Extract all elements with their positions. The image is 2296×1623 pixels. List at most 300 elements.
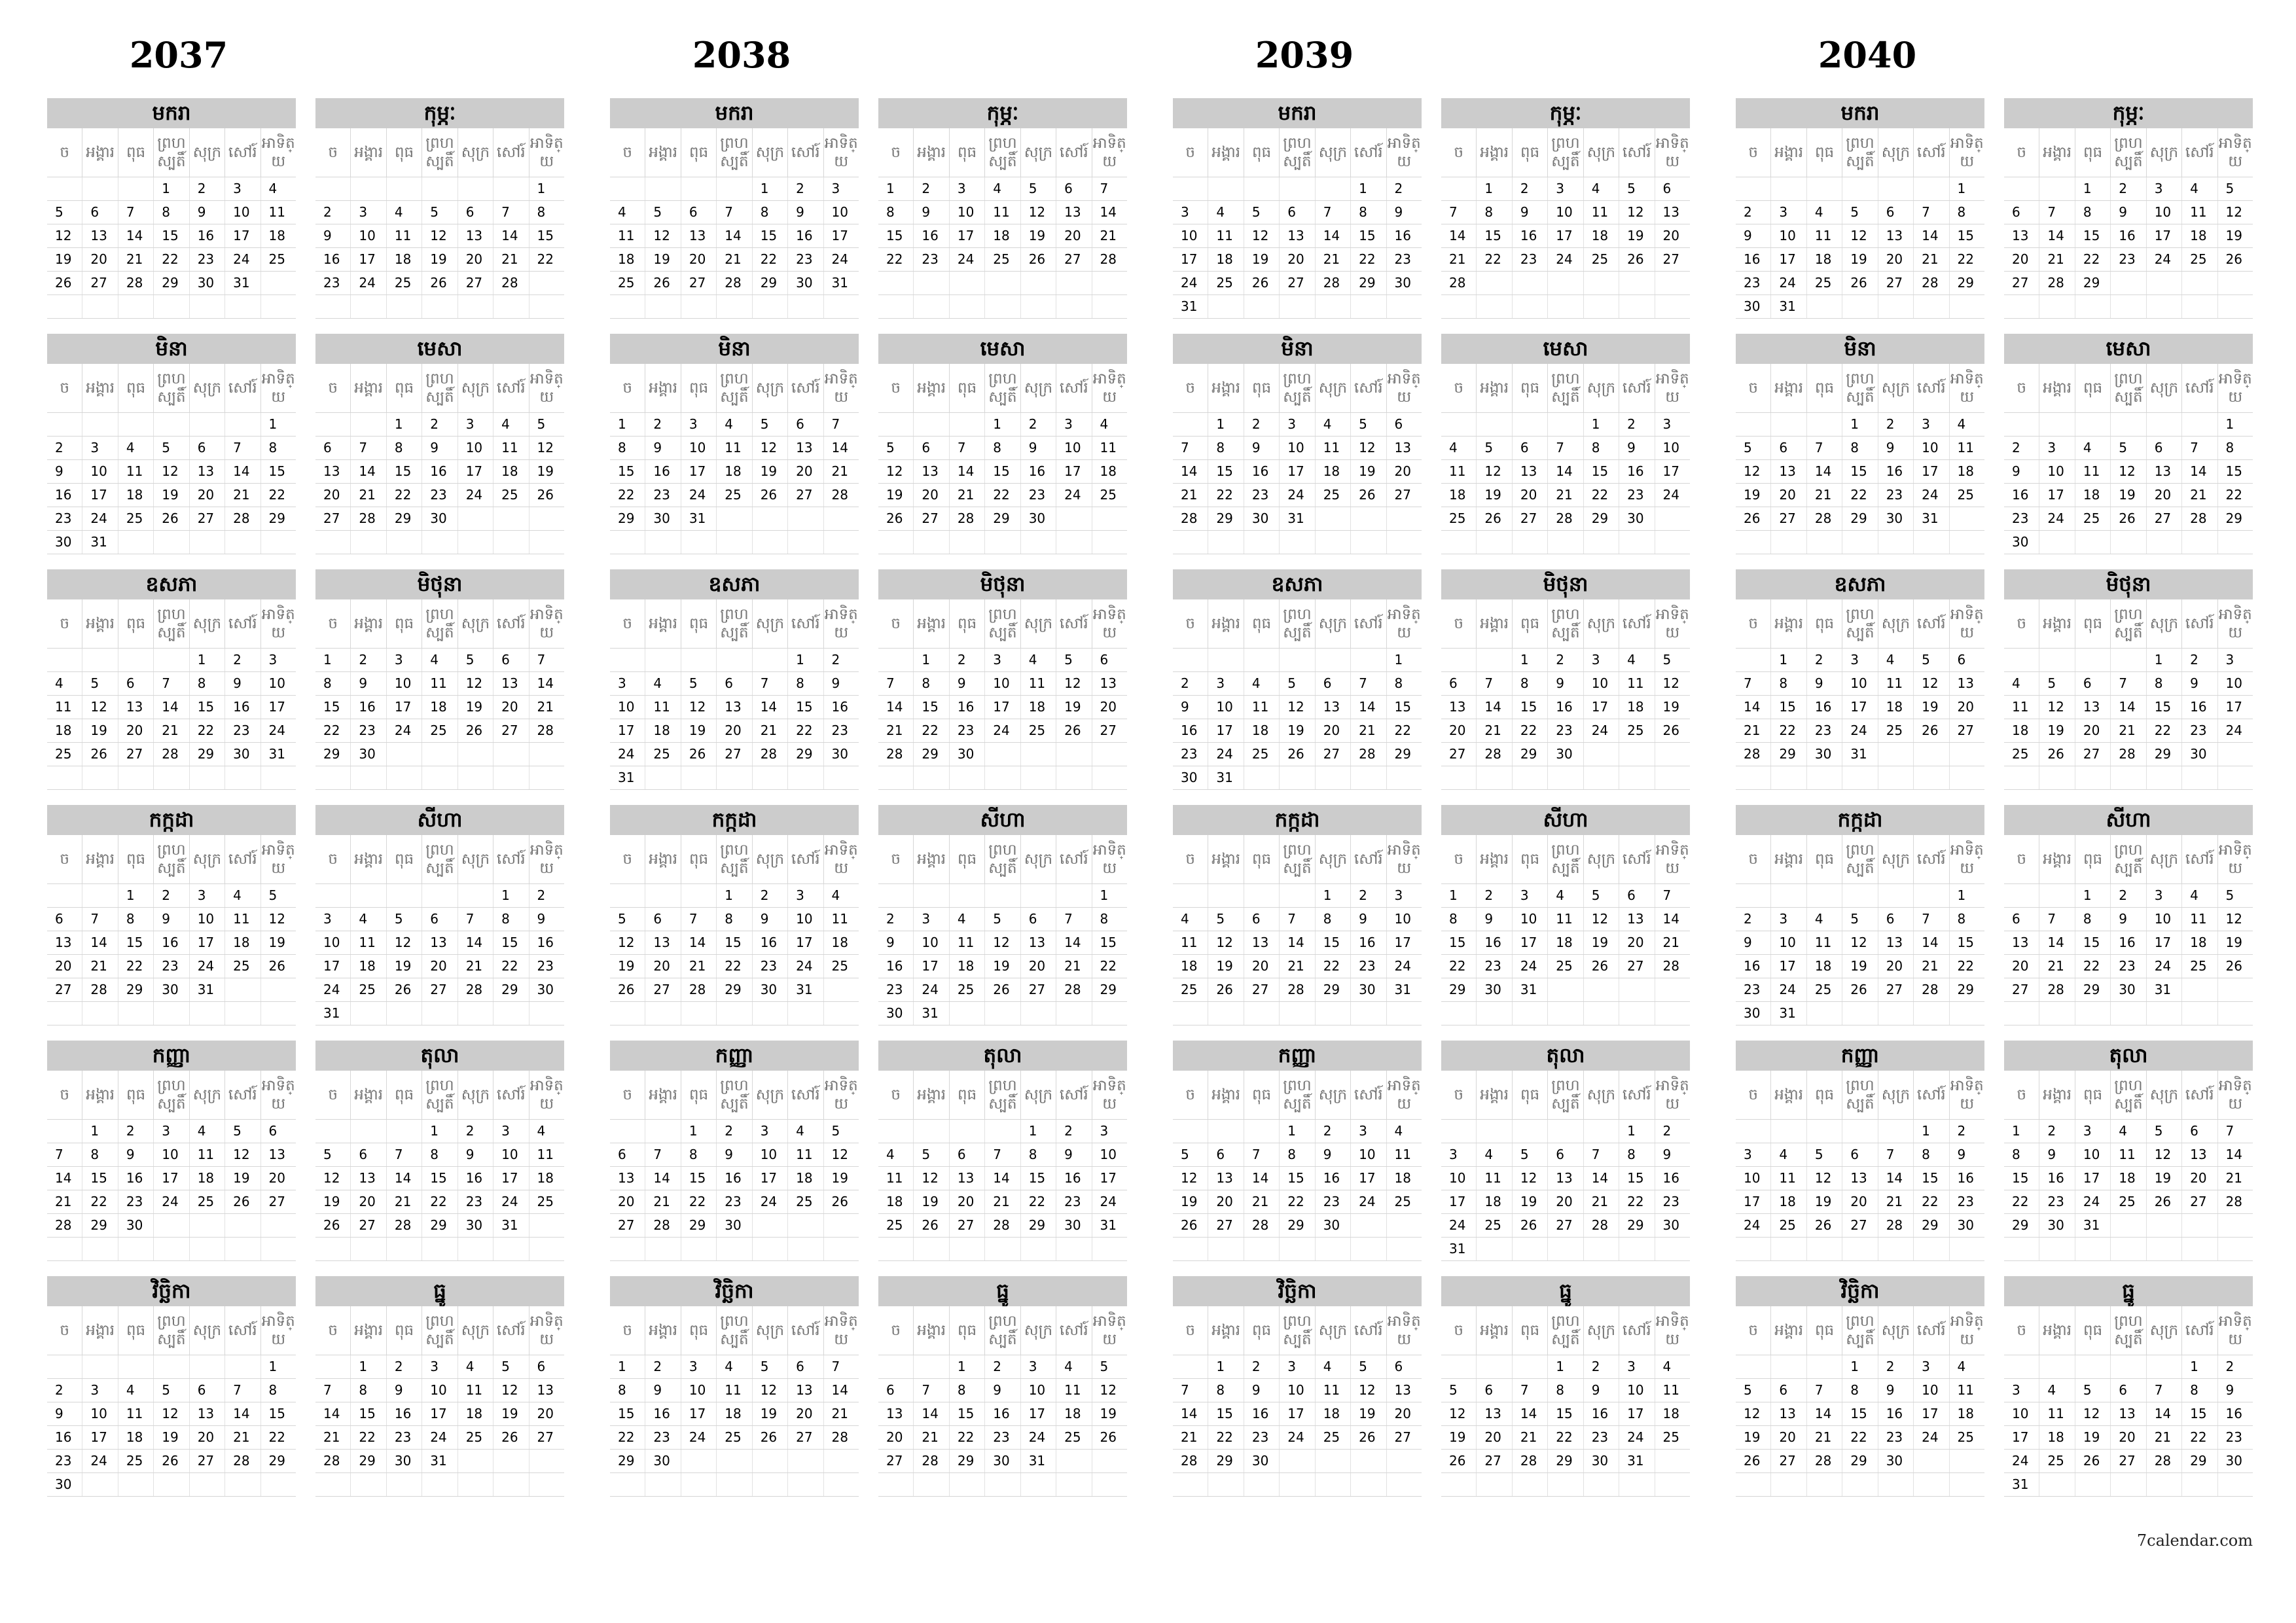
day-cell: 19	[2217, 931, 2253, 954]
day-cell: 19	[1476, 484, 1511, 507]
day-cell: 3	[1208, 672, 1243, 695]
day-cell: 19	[323, 1194, 340, 1209]
day-cell: 2	[55, 1382, 63, 1398]
day-cell: 15	[153, 224, 188, 247]
day-cell: 29	[618, 1453, 635, 1469]
day-cell: 4	[1208, 201, 1243, 224]
week-row	[47, 908, 296, 931]
day-cell: 7	[2110, 672, 2145, 695]
day-cell: 21	[1092, 224, 1127, 247]
day-cell	[1583, 766, 1619, 789]
week-row	[878, 224, 1127, 248]
day-cell	[1913, 531, 1948, 554]
day-cell: 2	[1056, 1120, 1091, 1143]
day-cell	[984, 531, 1020, 554]
day-cell	[189, 413, 224, 436]
day-cell: 15	[886, 228, 903, 243]
day-cell: 8	[1842, 437, 1877, 459]
weekday-label: អង្គារ	[1476, 1071, 1511, 1119]
day-cell: 13	[1878, 931, 1913, 954]
day-cell	[1279, 1473, 1314, 1496]
weekday-label: អាទិត្យ	[2217, 835, 2253, 883]
day-cell: 24	[681, 1426, 716, 1449]
day-cell	[315, 1473, 350, 1496]
day-cell: 19	[681, 719, 716, 742]
day-cell: 22	[716, 955, 751, 978]
day-cell: 29	[1208, 507, 1243, 530]
month-calendar	[2004, 569, 2253, 787]
month-name: កក្កដា	[47, 805, 296, 835]
day-cell: 15	[422, 1167, 457, 1190]
day-cell: 1	[1449, 887, 1458, 903]
weekday-label: សៅរ៍	[224, 835, 260, 883]
day-cell: 22	[1208, 1426, 1243, 1449]
weekday-label: សៅរ៍	[1350, 599, 1386, 648]
weekday-header-row	[1173, 1071, 1422, 1120]
week-row	[47, 719, 296, 743]
day-cell: 10	[153, 1143, 188, 1166]
day-cell: 17	[1512, 931, 1547, 954]
day-cell: 7	[153, 672, 188, 695]
day-cell: 27	[1386, 1426, 1422, 1449]
weekday-label: សៅរ៍	[787, 1306, 823, 1355]
weekday-label: ច	[1185, 1086, 1196, 1103]
week-row	[1441, 766, 1690, 790]
day-cell: 7	[1476, 672, 1511, 695]
day-cell	[823, 1214, 859, 1237]
day-cell: 8	[1208, 1379, 1243, 1402]
weekday-label: ព្រហស្បតិ៍	[1842, 1071, 1877, 1119]
day-cell	[457, 884, 493, 907]
day-cell: 11	[716, 1379, 751, 1402]
day-cell: 25	[1449, 510, 1466, 526]
day-cell	[1386, 531, 1422, 554]
day-cell: 28	[2039, 272, 2074, 294]
weekday-label: ពុធ	[1806, 1071, 1842, 1119]
day-cell: 25	[55, 746, 72, 762]
day-cell: 21	[1512, 1426, 1547, 1449]
day-cell: 3	[153, 1120, 188, 1143]
day-cell: 1	[2146, 649, 2181, 671]
day-cell	[224, 413, 260, 436]
weekday-label: ព្រហស្បតិ៍	[1547, 364, 1583, 412]
day-cell: 18	[949, 955, 984, 978]
day-cell: 20	[1386, 460, 1422, 483]
day-cell	[1655, 507, 1690, 530]
day-cell: 12	[2217, 201, 2253, 224]
day-cell: 7	[1547, 437, 1583, 459]
day-cell	[2146, 413, 2181, 436]
day-cell: 1	[1842, 1355, 1877, 1378]
day-cell: 31	[681, 507, 716, 530]
day-cell: 28	[984, 1214, 1020, 1237]
weekday-label: សៅរ៍	[2181, 835, 2217, 883]
day-cell: 30	[1619, 507, 1654, 530]
day-cell: 28	[1913, 978, 1948, 1001]
day-cell	[1842, 531, 1877, 554]
day-cell: 14	[457, 931, 493, 954]
weekday-label: ពុធ	[949, 599, 984, 648]
day-cell	[1949, 1450, 1984, 1472]
day-cell: 29	[118, 978, 153, 1001]
day-cell	[350, 884, 386, 907]
weekday-label: អង្គារ	[2039, 128, 2074, 177]
day-cell: 24	[1913, 484, 1948, 507]
day-cell: 27	[1512, 507, 1547, 530]
weekday-label: ពុធ	[118, 128, 153, 177]
day-cell: 10	[1386, 908, 1422, 931]
day-cell	[1173, 177, 1208, 200]
day-cell: 14	[681, 931, 716, 954]
day-cell: 8	[82, 1143, 117, 1166]
day-cell	[1547, 766, 1583, 789]
month-name: វិច្ឆិកា	[1173, 1276, 1422, 1306]
day-cell: 6	[681, 201, 716, 224]
day-cell: 1	[1770, 649, 1806, 671]
day-cell: 23	[1512, 248, 1547, 271]
weekday-label: ច	[1454, 1086, 1464, 1103]
day-cell: 21	[681, 955, 716, 978]
day-cell: 17	[2146, 931, 2181, 954]
day-cell: 4	[618, 204, 626, 220]
day-cell: 3	[1449, 1147, 1458, 1162]
day-cell: 1	[1512, 649, 1547, 671]
week-row	[2004, 1214, 2253, 1238]
day-cell: 12	[1655, 672, 1690, 695]
day-cell: 21	[2146, 1426, 2181, 1449]
day-cell: 14	[224, 1402, 260, 1425]
day-cell: 6	[2181, 1120, 2217, 1143]
day-cell	[1619, 531, 1654, 554]
day-cell	[422, 743, 457, 766]
day-cell	[2181, 413, 2217, 436]
day-cell	[1736, 531, 1770, 554]
weekday-label: អាទិត្យ	[1092, 835, 1127, 883]
day-cell: 8	[529, 201, 564, 224]
day-cell: 24	[2146, 955, 2181, 978]
week-row	[1173, 1355, 1422, 1379]
day-cell: 28	[1350, 743, 1386, 766]
day-cell: 21	[752, 719, 787, 742]
month-name: មេសា	[315, 334, 564, 364]
day-cell: 22	[984, 484, 1020, 507]
week-row	[47, 413, 296, 437]
day-cell: 29	[2181, 1450, 2217, 1472]
week-row	[2004, 295, 2253, 319]
day-cell: 14	[1583, 1167, 1619, 1190]
day-cell: 7	[886, 675, 895, 691]
day-cell	[1173, 649, 1208, 671]
month-name: តុលា	[1441, 1041, 1690, 1071]
day-cell: 4	[2075, 437, 2110, 459]
day-cell: 16	[787, 224, 823, 247]
day-cell: 7	[823, 1355, 859, 1378]
week-row	[1441, 1238, 1690, 1261]
day-cell: 28	[1056, 978, 1091, 1001]
day-cell: 12	[529, 437, 564, 459]
day-cell	[1173, 1238, 1208, 1260]
day-cell: 2	[350, 649, 386, 671]
day-cell: 25	[1244, 743, 1279, 766]
day-cell	[1806, 1238, 1842, 1260]
day-cell: 7	[2217, 1120, 2253, 1143]
day-cell	[260, 978, 296, 1001]
day-cell: 17	[82, 484, 117, 507]
week-row	[1736, 460, 1984, 484]
weekday-label: ច	[60, 1086, 70, 1103]
day-cell	[118, 413, 153, 436]
day-cell	[1092, 507, 1127, 530]
day-cell	[2004, 1355, 2039, 1378]
day-cell: 22	[1842, 1426, 1877, 1449]
day-cell: 9	[1547, 672, 1583, 695]
day-cell: 24	[949, 248, 984, 271]
day-cell: 18	[1547, 931, 1583, 954]
day-cell: 12	[153, 460, 188, 483]
day-cell: 29	[260, 1450, 296, 1472]
day-cell	[118, 649, 153, 671]
day-cell: 7	[1315, 201, 1350, 224]
day-cell: 26	[1208, 978, 1243, 1001]
week-row	[1173, 1402, 1422, 1426]
weekday-label: ព្រហស្បតិ៍	[153, 364, 188, 412]
day-cell: 19	[1350, 460, 1386, 483]
day-cell: 30	[189, 272, 224, 294]
week-row	[1441, 484, 1690, 507]
day-cell: 25	[350, 978, 386, 1001]
day-cell	[118, 1355, 153, 1378]
day-cell: 15	[386, 460, 422, 483]
day-cell	[82, 177, 117, 200]
day-cell: 25	[2181, 248, 2217, 271]
day-cell: 13	[82, 224, 117, 247]
weekday-label: ច	[1185, 615, 1196, 632]
day-cell	[752, 649, 787, 671]
week-row	[1441, 201, 1690, 224]
day-cell	[386, 1238, 422, 1260]
day-cell: 24	[618, 746, 635, 762]
weekday-label: អាទិត្យ	[1092, 128, 1127, 177]
day-cell: 31	[2012, 1476, 2029, 1492]
weekday-label: អង្គារ	[645, 1071, 680, 1119]
week-row	[2004, 743, 2253, 766]
day-cell: 17	[1744, 1194, 1761, 1209]
day-cell	[153, 649, 188, 671]
month-name: ធ្នូ	[2004, 1276, 2253, 1306]
day-cell: 2	[1583, 1355, 1619, 1378]
weekday-label: ព្រហស្បតិ៍	[984, 599, 1020, 648]
day-cell	[529, 743, 564, 766]
month-name: មិថុនា	[2004, 569, 2253, 599]
day-cell: 14	[2039, 224, 2074, 247]
day-cell	[1512, 295, 1547, 318]
day-cell: 24	[1770, 272, 1806, 294]
weekday-label: ព្រហស្បតិ៍	[1842, 1306, 1877, 1355]
day-cell	[2181, 1214, 2217, 1237]
day-cell: 27	[323, 510, 340, 526]
day-cell: 14	[1913, 224, 1948, 247]
month-calendar	[878, 805, 1127, 1022]
day-cell	[1619, 295, 1654, 318]
day-cell: 25	[618, 275, 635, 291]
weekday-label: ព្រហស្បតិ៍	[984, 1071, 1020, 1119]
week-row	[315, 224, 564, 248]
day-cell: 30	[1056, 1214, 1091, 1237]
day-cell: 22	[886, 251, 903, 267]
day-cell	[1173, 531, 1208, 554]
week-row	[2004, 672, 2253, 696]
day-cell	[787, 507, 823, 530]
day-cell	[1806, 1355, 1842, 1378]
day-cell: 25	[823, 955, 859, 978]
week-row	[47, 1402, 296, 1426]
day-cell	[1441, 1473, 1476, 1496]
day-cell: 27	[1244, 978, 1279, 1001]
day-cell: 25	[787, 1190, 823, 1213]
weekday-header-row	[610, 599, 859, 649]
day-cell	[1655, 1002, 1690, 1025]
day-cell: 25	[949, 978, 984, 1001]
day-cell: 15	[323, 699, 340, 715]
day-cell	[1244, 1473, 1279, 1496]
week-row	[2004, 696, 2253, 719]
day-cell: 3	[1913, 413, 1948, 436]
weekday-label: សុក្រ	[1878, 364, 1913, 412]
day-cell: 25	[716, 484, 751, 507]
day-cell: 1	[1583, 413, 1619, 436]
day-cell: 8	[949, 1379, 984, 1402]
week-row	[315, 413, 564, 437]
day-cell	[2039, 177, 2074, 200]
week-row	[315, 1473, 564, 1497]
day-cell	[878, 272, 913, 294]
day-cell	[1386, 507, 1422, 530]
day-cell: 17	[1770, 248, 1806, 271]
day-cell: 30	[2217, 1450, 2253, 1472]
day-cell: 7	[913, 1379, 948, 1402]
day-cell: 9	[984, 1379, 1020, 1402]
week-row	[878, 1450, 1127, 1473]
day-cell	[2039, 1355, 2074, 1378]
day-cell	[82, 413, 117, 436]
week-row	[610, 1120, 859, 1143]
day-cell	[1583, 743, 1619, 766]
day-cell: 18	[787, 1167, 823, 1190]
day-cell	[2181, 1238, 2217, 1260]
day-cell: 20	[1020, 955, 1056, 978]
day-cell: 7	[1913, 908, 1948, 931]
day-cell: 2	[2217, 1355, 2253, 1378]
weekday-header-row	[2004, 128, 2253, 177]
week-row	[2004, 1190, 2253, 1214]
weekday-label: អង្គារ	[645, 835, 680, 883]
weekday-header-row	[47, 835, 296, 884]
day-cell: 15	[2075, 224, 2110, 247]
day-cell: 24	[1744, 1217, 1761, 1233]
day-cell: 24	[189, 955, 224, 978]
week-row	[315, 931, 564, 955]
day-cell: 20	[618, 1194, 635, 1209]
month-name: កញ្ញា	[1736, 1041, 1984, 1071]
day-cell: 22	[1547, 1426, 1583, 1449]
day-cell: 6	[1056, 177, 1091, 200]
day-cell	[1547, 1238, 1583, 1260]
week-row	[610, 1143, 859, 1167]
day-cell	[1056, 743, 1091, 766]
day-cell: 26	[2075, 1450, 2110, 1472]
day-cell	[1441, 1002, 1476, 1025]
month-calendar	[1173, 1276, 1422, 1493]
day-cell: 27	[1842, 1214, 1877, 1237]
month-calendar	[1441, 1276, 1690, 1493]
day-cell: 12	[82, 696, 117, 719]
month-name: មករា	[1173, 98, 1422, 128]
week-row	[878, 1473, 1127, 1497]
week-row	[1736, 884, 1984, 908]
weekday-label: ច	[1748, 1086, 1759, 1103]
day-cell: 9	[1878, 1379, 1913, 1402]
day-cell	[1770, 531, 1806, 554]
day-cell	[1056, 1450, 1091, 1472]
weekday-label: សុក្រ	[189, 599, 224, 648]
day-cell	[823, 1002, 859, 1025]
weekday-header-row	[315, 835, 564, 884]
weekday-label: ច	[60, 1322, 70, 1339]
day-cell	[47, 177, 82, 200]
day-cell	[984, 743, 1020, 766]
weekday-label: អង្គារ	[1770, 128, 1806, 177]
day-cell	[1315, 1473, 1350, 1496]
day-cell: 22	[386, 484, 422, 507]
day-cell: 14	[913, 1402, 948, 1425]
day-cell: 7	[2039, 201, 2074, 224]
week-row	[1736, 672, 1984, 696]
day-cell: 14	[1806, 460, 1842, 483]
week-row	[878, 649, 1127, 672]
day-cell	[153, 413, 188, 436]
day-cell	[1842, 177, 1877, 200]
month-name: សីហា	[2004, 805, 2253, 835]
day-cell: 30	[118, 1214, 153, 1237]
day-cell: 18	[1315, 1402, 1350, 1425]
day-cell	[1547, 295, 1583, 318]
site-link[interactable]: 7calendar.com	[2136, 1531, 2253, 1550]
weekday-label: ពុធ	[949, 364, 984, 412]
day-cell: 17	[681, 460, 716, 483]
day-cell: 8	[1547, 1379, 1583, 1402]
week-row	[2004, 719, 2253, 743]
week-row	[1173, 1143, 1422, 1167]
day-cell: 27	[1878, 978, 1913, 1001]
day-cell: 16	[153, 931, 188, 954]
day-cell: 12	[913, 1167, 948, 1190]
day-cell: 13	[493, 672, 528, 695]
day-cell: 14	[1806, 1402, 1842, 1425]
day-cell: 19	[1092, 1402, 1127, 1425]
weekday-label: អាទិត្យ	[260, 599, 296, 648]
day-cell: 29	[1449, 982, 1466, 997]
day-cell	[823, 1473, 859, 1496]
day-cell: 23	[1181, 746, 1198, 762]
day-cell: 10	[618, 699, 635, 715]
day-cell: 23	[323, 275, 340, 291]
day-cell	[1279, 295, 1314, 318]
day-cell: 10	[949, 201, 984, 224]
day-cell: 17	[422, 1402, 457, 1425]
month-calendar	[1173, 569, 1422, 787]
day-cell: 21	[350, 484, 386, 507]
day-cell: 3	[1512, 884, 1547, 907]
